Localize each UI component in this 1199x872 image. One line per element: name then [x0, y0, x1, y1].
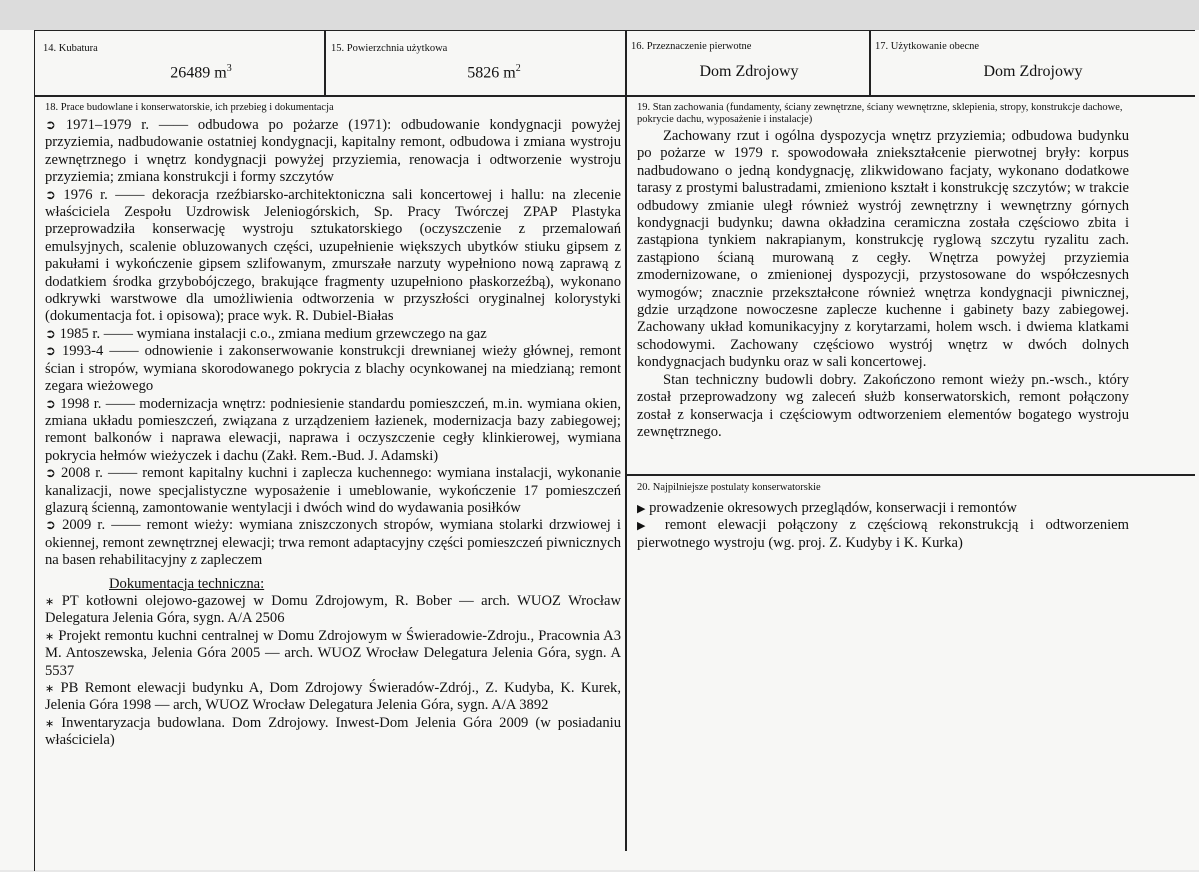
- bullet-star-icon: ∗: [45, 629, 55, 643]
- doc-item: ∗ PT kotłowni olejowo-gazowej w Domu Zdrojowym, R. Bober — arch. WUOZ Wrocław Delegatura Jelenia Góra, sygn. A/A 2506: [45, 592, 621, 627]
- stan-paragraph: Stan techniczny budowli dobry. Zakończono remont wieży pn.-wsch., który został przeprowadzony wg zaleceń służb konserwatorskich, remont połączony został z konserwacja i częściowym odtworzeniem elementów bogatego wystroju zewnętrznego.: [637, 371, 1129, 440]
- stan-section: [637, 102, 1129, 476]
- kubatura-label: 14. Kubatura: [43, 43, 98, 54]
- prace-entry: ➲ 1976 r. —— dekoracja rzeźbiarsko-architektoniczna sali koncertowej i hallu: na zlecenie właściciela Zespołu Uzdrowisk Jeleniogórskich, Sp. Pracy Twórczej ZPAP Plastyka przeprowadziła konserwację wystroju sztukatorskiego (oczyszczenie z przemalowań emulsyjnych, scalenie obluzowanych części, uzupełnienie większych ubytków stiuku gipsem z pakułami i wykończenie gipsem szlifowanym, zmurszałe narzuty wypełniono nową zaprawą z dodatkiem środka grzybobójczego, brakujące fragmenty uzupełniono płaskorzeźbą), wykonano odkrywki warstwowe dla umożliwienia odtworzenia w przyszłości oryginalnej kolorystyki (dokumentacja fot. i opisowa); prace wyk. R. Dubiel-Białas: [45, 186, 621, 325]
- stan-paragraph: Zachowany rzut i ogólna dyspozycja wnętrz przyziemia; odbudowa budynku po pożarze w 1979 r. spowodowała zniekształcenie pierwotnej bryły: korpus nadbudowano o jedną kondygnację, zlikwidowano facjaty, wykonano dodatkowe tarasy z prostymi balustradami, zmieniono kształt i konstrukcję szczytów; w trakcie odbudowy zmianie uległ również wystrój zewnętrzny i wewnętrzny górnych kondygnacji budynku; dawna okładzina ceramiczna została częściowo zbita i zastąpiona tynkiem nakrapianym, konstrukcję ryglową szczytu ryzalitu zach. zastąpiono ścianą murowaną z cegły. Wnętrza powyżej przyziemia zmodernizowane, o zmienionej dyspozycji, przystosowane do współczesnych wymogów; znacznie przekształcone również wnętrza kondygnacji piwnicznej, gdzie urządzone nowoczesne zaplecze kuchenne i gabinety bazy zabiegowej. Zachowany układ komunikacyjny z korytarzami, holem wsch. i dwiema klatkami schodowymi. Zachowany częściowo wystrój wnętrz w dwóch dolnych kondygnacjach budynku oraz w sali koncertowej.: [637, 128, 1129, 371]
- prace-label: 18. Prace budowlane i konserwatorskie, ich przebieg i dokumentacja: [45, 102, 334, 113]
- prace-entry: ➲ 1998 r. —— modernizacja wnętrz: podniesienie standardu pomieszczeń, m.in. wymiana okien, zmiana układu pomieszczeń, związana z urządzeniem łazienek, modernizacja bazy zabiegowej; remont balkonów i naprawa elewacji, naprawa i oczyszczenie cegły klinkierowej, wymiana pokrycia hełmów wieżyczek i dachu (Zakł. Rem.-Bud. J. Adamski): [45, 395, 621, 464]
- postulat-item: ▶ remont elewacji połączony z częściową rekonstrukcją i odtworzeniem pierwotnego wystroju (wg. proj. Z. Kudyby i K. Kurka): [637, 517, 1129, 551]
- kubatura-value: 26489 $m^3$: [170, 63, 232, 82]
- przeznaczenie-value: Dom Zdrojowy: [699, 63, 799, 80]
- stan-label: 19. Stan zachowania (fundamenty, ściany zewnętrzne, ściany wewnętrzne, sklepienia, stropy, konstrukcje dachowe, pokrycie dachu, wyposażenie i instalacje): [637, 102, 1123, 125]
- col-divider-main: [625, 31, 627, 851]
- arrow-icon: ➲: [45, 396, 56, 412]
- prace-entry: ➲ 2008 r. —— remont kapitalny kuchni i zaplecza kuchennego: wymiana instalacji, wykonanie kanalizacji, nowe specjalistyczne wyposażenie i umeblowanie, wykończenie 17 pomieszczeń glazurą ścienną, zamontowanie wentylacji i dwóch wind do wydawania posiłków: [45, 465, 621, 516]
- record-card: [34, 30, 1195, 871]
- arrow-icon: ➲: [45, 326, 56, 342]
- prace-body: [45, 117, 621, 750]
- row-divider: [35, 95, 1195, 97]
- arrow-icon: ➲: [45, 118, 56, 133]
- doc-title: Dokumentacja techniczna:: [109, 575, 265, 592]
- powierzchnia-label: 15. Powierzchnia użytkowa: [331, 43, 448, 54]
- doc-item: ∗ Projekt remontu kuchni centralnej w Domu Zdrojowym w Świeradowie-Zdroju., Pracownia A3 M. Antoszewska, Jelenia Góra 2005 — arch. WUOZ Wrocław Delegatura Jelenia Góra, sygn. A 5537: [45, 627, 621, 679]
- postulaty-section: [637, 482, 1129, 862]
- przeznaczenie-label: 16. Przeznaczenie pierwotne: [631, 41, 752, 52]
- doc-item: ∗ PB Remont elewacji budynku A, Dom Zdrojowy Świeradów-Zdrój., Z. Kudyba, K. Kurek, Jelenia Góra 1998 — arch, WUOZ Wrocław Delegatura Jelenia Góra, sygn. A/A 3892: [45, 680, 621, 714]
- stan-body: [637, 128, 1129, 441]
- prace-entry: ➲ 1993-4 —— odnowienie i zakonserwowanie konstrukcji drewnianej wieży głównej, remont ścian i stropów, wymiana skorodowanego pokrycia z blachy ocynkowanej na miedzianą; remont zegara wieżowego: [45, 343, 621, 395]
- triangle-bullet-icon: ▶: [637, 519, 654, 533]
- arrow-icon: ➲: [45, 187, 56, 203]
- arrow-icon: ➲: [45, 344, 56, 360]
- przeznaczenie-cell: [631, 41, 867, 101]
- uzytkowanie-label: 17. Użytkowanie obecne: [875, 41, 980, 52]
- bullet-star-icon: ∗: [45, 716, 55, 730]
- uzytkowanie-value: Dom Zdrojowy: [983, 63, 1083, 80]
- triangle-bullet-icon: ▶: [637, 502, 646, 515]
- bullet-star-icon: ∗: [45, 594, 55, 608]
- prace-entry: ➲ 1971–1979 r. —— odbudowa po pożarze (1971): odbudowanie kondygnacji powyżej przyziemia, nadbudowanie ostatniej kondygnacji, kapitalny remont, odbudowa i zmiana wystroju zewnętrznego i wnętrz kondygnacji powyżej przyziemia, renowacja i odtworzenie wystroju przyziemia; zmiana konstrukcji i formy szczytów: [45, 117, 621, 186]
- arrow-icon: ➲: [45, 466, 56, 482]
- prace-entry: ➲ 1985 r. —— wymiana instalacji c.o., zmiana medium grzewczego na gaz: [45, 325, 487, 342]
- postulaty-body: [637, 500, 1129, 552]
- scan-top-band: [0, 0, 1199, 30]
- powierzchnia-cell: [331, 43, 617, 103]
- kubatura-cell: [43, 43, 319, 103]
- col-divider: [324, 31, 326, 96]
- postulaty-label: 20. Najpilniejsze postulaty konserwatorskie: [637, 482, 821, 493]
- doc-item: ∗ Inwentaryzacja budowlana. Dom Zdrojowy. Inwest-Dom Jelenia Góra 2009 (w posiadaniu właściciela): [45, 714, 621, 749]
- uzytkowanie-cell: [875, 41, 1191, 101]
- col-divider: [869, 31, 871, 96]
- row-divider: [626, 474, 1195, 476]
- prace-entry: ➲ 2009 r. —— remont wieży: wymiana zniszczonych stropów, wymiana stolarki drzwiowej i okiennej, remont zewnętrznej elewacji; trwa remont adaptacyjny części pomieszczeń piwnicznych na basen rehabilitacyjny z zapleczem: [45, 517, 621, 569]
- powierzchnia-value: 5826 $m^2$: [467, 63, 521, 82]
- prace-section: [45, 102, 621, 872]
- arrow-icon: ➲: [45, 518, 56, 534]
- postulat-item: ▶ prowadzenie okresowych przeglądów, konserwacji i remontów: [637, 500, 1017, 516]
- bullet-star-icon: ∗: [45, 682, 55, 695]
